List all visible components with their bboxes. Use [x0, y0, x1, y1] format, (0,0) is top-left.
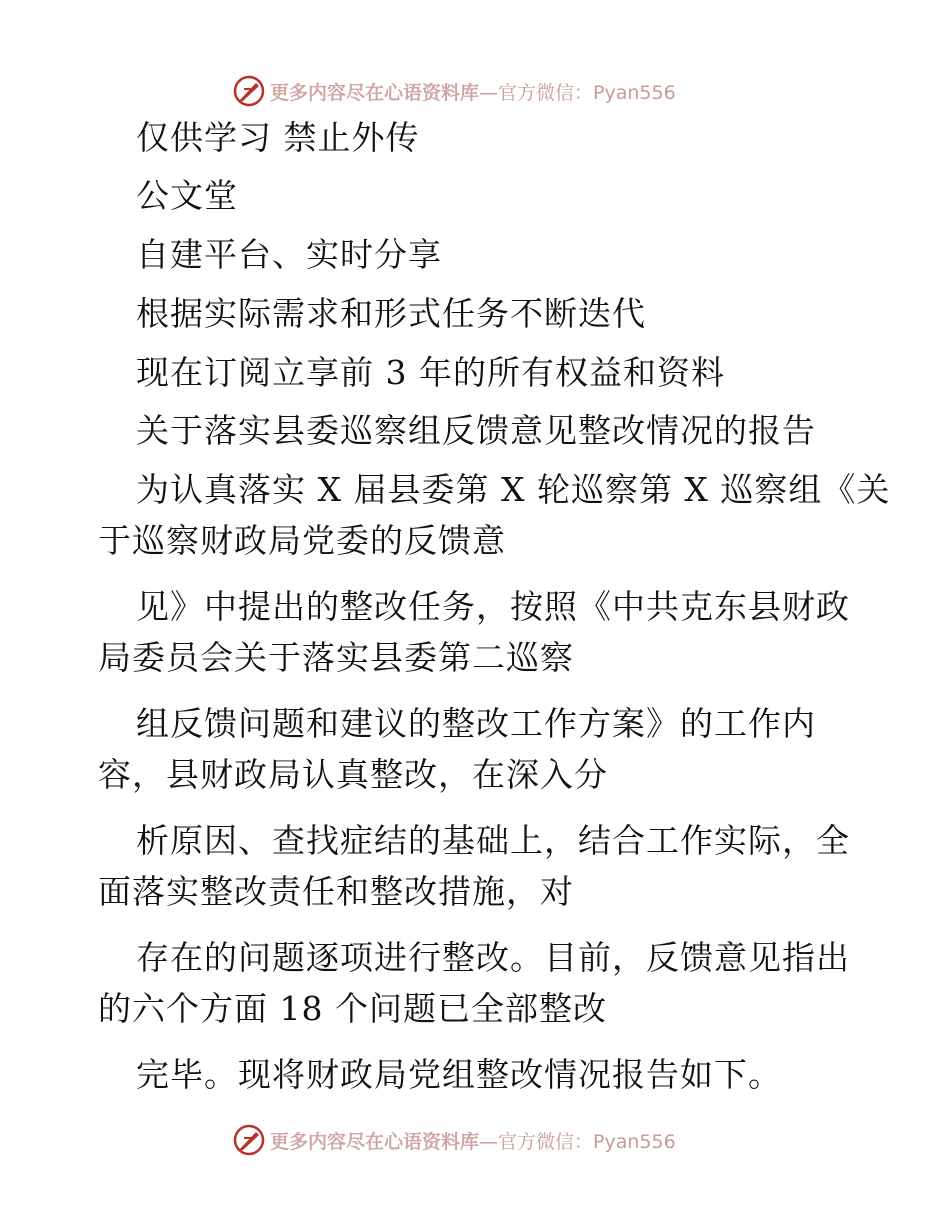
banner-site-text: 更多内容尽在心语资料库 — [270, 1130, 480, 1153]
banner-dash: — — [479, 81, 499, 104]
body-line: 自建平台、实时分享 — [136, 235, 442, 274]
body-line: 析原因、查找症结的基础上，结合工作实际，全 — [136, 821, 850, 860]
footer-banner — [232, 1120, 752, 1160]
body-line: 关于落实县委巡察组反馈意见整改情况的报告 — [136, 411, 816, 450]
banner-wechat-label: 官方微信： — [498, 81, 594, 104]
banner-wechat-id: Pyan556 — [593, 81, 676, 104]
banner-text — [270, 1127, 676, 1154]
body-line: 现在订阅立享前 3 年的所有权益和资料 — [136, 353, 725, 392]
body-line: 为认真落实 X 届县委第 X 轮巡察第 X 巡察组《关 — [136, 470, 891, 509]
body-line: 容，县财政局认真整改，在深入分 — [98, 755, 608, 794]
quill-logo-icon — [232, 1123, 266, 1157]
banner-dash: — — [479, 1130, 499, 1153]
body-line: 的六个方面 18 个问题已全部整改 — [98, 989, 607, 1028]
body-line: 根据实际需求和形式任务不断迭代 — [136, 294, 646, 333]
body-line: 局委员会关于落实县委第二巡察 — [98, 638, 574, 677]
banner-text — [270, 78, 676, 105]
body-line: 组反馈问题和建议的整改工作方案》的工作内 — [136, 704, 816, 743]
body-line: 完毕。现将财政局党组整改情况报告如下。 — [136, 1055, 782, 1094]
banner-site-text: 更多内容尽在心语资料库 — [270, 81, 480, 104]
body-line: 公文堂 — [136, 176, 238, 215]
body-line: 存在的问题逐项进行整改。目前，反馈意见指出 — [136, 938, 850, 977]
banner-wechat-id: Pyan556 — [593, 1130, 676, 1153]
body-line: 仅供学习 禁止外传 — [136, 118, 420, 157]
body-line: 于巡察财政局党委的反馈意 — [98, 521, 506, 560]
body-line: 见》中提出的整改任务，按照《中共克东县财政 — [136, 587, 850, 626]
banner-wechat-label: 官方微信： — [498, 1130, 594, 1153]
quill-logo-icon — [232, 74, 266, 108]
header-banner — [232, 71, 752, 111]
body-line: 面落实整改责任和整改措施，对 — [98, 872, 574, 911]
